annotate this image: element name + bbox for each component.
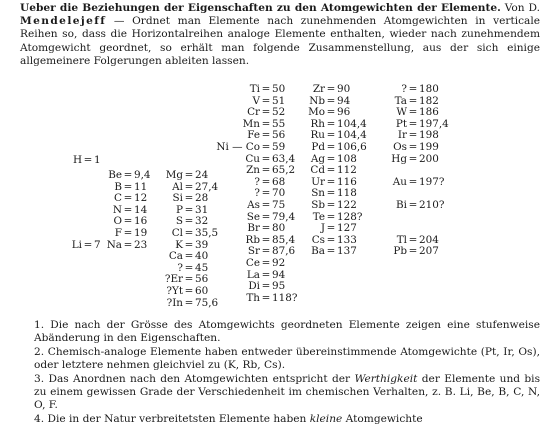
equals-sign: = <box>408 94 418 107</box>
equals-sign: = <box>261 94 271 107</box>
equals-sign: = <box>326 233 336 246</box>
element-entry <box>212 293 306 305</box>
atomic-weight: 128? <box>337 210 363 223</box>
equals-sign: = <box>123 238 133 251</box>
element-symbol: P <box>176 203 183 216</box>
atomic-weight: 116 <box>337 175 357 188</box>
atomic-weight: 75 <box>272 198 286 211</box>
atomic-weight: 95 <box>272 280 286 293</box>
atomic-weight: 79,4 <box>272 210 296 223</box>
element-entry <box>303 223 377 235</box>
atomic-weight: 40 <box>195 250 209 263</box>
table-column-5 <box>303 84 377 258</box>
element-symbol: Cs <box>311 233 325 246</box>
table-column-h <box>60 155 134 167</box>
atomic-weight: 75,6 <box>195 296 219 309</box>
atomic-weight: 118 <box>337 187 357 200</box>
element-symbol: Th <box>246 291 260 304</box>
atomic-weight: 197? <box>419 175 445 188</box>
equals-sign: = <box>184 284 194 297</box>
element-symbol: Te <box>312 210 325 223</box>
element-symbol: Se <box>246 210 260 223</box>
equals-sign: = <box>261 222 271 235</box>
equals-sign: = <box>326 198 336 211</box>
atomic-weight: 14 <box>134 203 148 216</box>
equals-sign: = <box>184 250 194 263</box>
atomic-weight: 65,2 <box>272 164 296 177</box>
equals-sign: = <box>184 261 194 274</box>
element-symbol: Os <box>393 140 407 153</box>
atomic-weight: 52 <box>272 106 286 119</box>
atomic-weight: 104,4 <box>337 129 367 142</box>
atomic-weight: 198 <box>419 129 439 142</box>
element-symbol: ?Er <box>164 273 183 286</box>
equals-sign: = <box>408 140 418 153</box>
element-symbol: W <box>396 106 407 119</box>
equals-sign: = <box>261 83 271 95</box>
element-symbol: Mg <box>165 169 183 181</box>
atomic-weight: 122 <box>337 198 357 211</box>
element-symbol: Ru <box>310 129 325 142</box>
element-symbol: Cr <box>247 106 260 119</box>
element-entry <box>212 223 306 235</box>
equals-sign: = <box>261 256 271 269</box>
equals-sign: = <box>326 117 336 130</box>
element-symbol: H <box>72 154 82 166</box>
equals-sign: = <box>326 187 336 200</box>
equals-sign: = <box>261 140 271 153</box>
element-symbol: Ur <box>311 175 325 188</box>
equals-sign: = <box>184 296 194 309</box>
element-symbol: As <box>247 198 260 211</box>
equals-sign: = <box>184 226 194 239</box>
atomic-weight: 31 <box>195 203 209 216</box>
element-symbol: Cu <box>245 152 260 165</box>
element-entry <box>385 177 459 189</box>
atomic-weight: 24 <box>195 169 209 181</box>
element-symbol: J <box>320 222 325 235</box>
element-symbol: Ca <box>168 250 183 263</box>
equals-sign: = <box>326 245 336 258</box>
intro-paragraph <box>20 2 540 68</box>
element-entry <box>385 154 459 166</box>
conclusion-item: 3. Das Anordnen nach den Atomgewichten entspricht der Werthigkeit der Elemente und bis zu einem gewissen Grade der Verschiedenheit im chemischen Verhalten, z. B. Li, Be, B, C, N, O, F. <box>34 373 541 411</box>
equals-sign: = <box>261 152 271 165</box>
element-entry <box>385 165 459 177</box>
element-entry <box>385 200 459 212</box>
element-symbol: O <box>113 215 122 228</box>
equals-sign: = <box>261 175 271 188</box>
element-entry <box>212 258 306 270</box>
element-symbol: Mo <box>308 106 325 119</box>
element-symbol: Li <box>71 239 82 251</box>
equals-sign: = <box>261 210 271 223</box>
atomic-weight: 56 <box>195 273 209 286</box>
atomic-weight: 63,4 <box>272 152 296 165</box>
atomic-weight: 9,4 <box>134 169 151 181</box>
atomic-weight: 106,6 <box>337 140 367 153</box>
element-symbol: K <box>175 238 183 251</box>
equals-sign: = <box>261 106 271 119</box>
element-symbol: Al <box>172 180 183 193</box>
element-symbol: Sb <box>311 198 325 211</box>
element-entry <box>385 84 459 96</box>
conclusion-item: 1. Die nach der Grösse des Atomgewichts geordneten Elemente zeigen eine stufenweise Abänderung in den Eigenschaften. <box>34 319 540 344</box>
atomic-weight: 32 <box>195 215 209 228</box>
equals-sign: = <box>123 169 133 181</box>
element-entry <box>303 84 377 96</box>
element-symbol: Ti <box>249 83 260 95</box>
conclusion-item: 4. Die in der Natur verbreitetsten Elemente haben kleine Atomgewichte <box>34 413 423 425</box>
element-symbol: Ag <box>310 152 325 165</box>
equals-sign: = <box>408 175 418 188</box>
element-symbol: Pd <box>311 140 325 153</box>
equals-sign: = <box>261 233 271 246</box>
equals-sign: = <box>83 154 93 166</box>
equals-sign: = <box>261 117 271 130</box>
element-entry <box>212 281 306 293</box>
atomic-weight: 87,6 <box>272 245 296 258</box>
equals-sign: = <box>408 245 418 258</box>
equals-sign: = <box>261 280 271 293</box>
element-entry <box>212 200 306 212</box>
element-entry <box>212 142 306 154</box>
equals-sign: = <box>261 291 271 304</box>
element-symbol: ?Yt <box>166 284 183 297</box>
atomic-weight: 127 <box>337 222 357 235</box>
equals-sign: = <box>184 203 194 216</box>
equals-sign: = <box>261 129 271 142</box>
element-entry <box>303 142 377 154</box>
equals-sign: = <box>184 180 194 193</box>
element-symbol: ? <box>401 83 407 95</box>
atomic-weight: 85,4 <box>272 233 296 246</box>
equals-sign: = <box>408 152 418 165</box>
element-symbol: ? <box>254 175 260 188</box>
atomic-weight: 11 <box>134 180 148 193</box>
element-symbol: Si <box>172 192 183 205</box>
atomic-weight: 51 <box>272 94 286 107</box>
equals-sign: = <box>326 94 336 107</box>
atomic-weight: 59 <box>272 140 286 153</box>
element-entry <box>60 155 134 167</box>
element-symbol: F <box>114 226 122 239</box>
atomic-weight: 16 <box>134 215 148 228</box>
atomic-weight: 60 <box>195 284 209 297</box>
element-symbol: Sr <box>247 245 260 258</box>
element-symbol: Sn <box>311 187 325 200</box>
element-symbol: Tl <box>396 233 407 246</box>
equals-sign: = <box>408 129 418 142</box>
equals-sign: = <box>408 83 418 95</box>
element-symbol: Zn <box>246 164 260 177</box>
equals-sign: = <box>326 129 336 142</box>
element-entry <box>385 212 459 224</box>
element-entry <box>303 165 377 177</box>
element-symbol: Bi <box>396 198 407 211</box>
equals-sign: = <box>326 210 336 223</box>
equals-sign: = <box>326 140 336 153</box>
conclusion-item: 2. Chemisch-analoge Elemente haben entweder übereinstimmende Atomgewichte (Pt, Ir, Os), oder letztere nehmen gleichviel zu (K, Rb, Cs). <box>34 346 540 371</box>
atomic-weight: 23 <box>134 238 148 251</box>
element-symbol: ? <box>177 261 183 274</box>
element-symbol: Ba <box>311 245 325 258</box>
atomic-weight: 207 <box>419 245 439 258</box>
element-symbol: La <box>246 268 260 281</box>
atomic-weight: 7 <box>94 239 101 251</box>
element-symbol: Nb <box>309 94 325 107</box>
equals-sign: = <box>261 187 271 200</box>
equals-sign: = <box>184 169 194 181</box>
element-entry <box>385 223 459 235</box>
equals-sign: = <box>261 268 271 281</box>
element-symbol: Pt <box>395 117 407 130</box>
equals-sign: = <box>123 226 133 239</box>
element-symbol: Ni — Co <box>216 140 260 153</box>
equals-sign: = <box>123 180 133 193</box>
equals-sign: = <box>326 164 336 177</box>
atomic-weight: 92 <box>272 256 286 269</box>
equals-sign: = <box>326 175 336 188</box>
element-symbol: Mn <box>242 117 260 130</box>
atomic-weight: 39 <box>195 238 209 251</box>
atomic-weight: 45 <box>195 261 209 274</box>
atomic-weight: 182 <box>419 94 439 107</box>
atomic-weight: 186 <box>419 106 439 119</box>
atomic-weight: 200 <box>419 152 439 165</box>
table-column-6 <box>385 84 459 258</box>
equals-sign: = <box>326 152 336 165</box>
element-symbol: Zr <box>312 83 325 95</box>
atomic-weight: 180 <box>419 83 439 95</box>
element-symbol: B <box>114 180 122 193</box>
atomic-weight: 70 <box>272 187 286 200</box>
element-symbol: Ir <box>397 129 407 142</box>
element-symbol: Di <box>248 280 260 293</box>
element-entry <box>212 84 306 96</box>
element-symbol: S <box>175 215 183 228</box>
atomic-weight: 35,5 <box>195 226 219 239</box>
atomic-weight: 90 <box>337 83 351 95</box>
atomic-weight: 199 <box>419 140 439 153</box>
atomic-weight: 94 <box>337 94 351 107</box>
atomic-weight: 118? <box>272 291 298 304</box>
element-symbol: Ta <box>394 94 407 107</box>
element-symbol: Be <box>108 169 122 181</box>
atomic-weight: 204 <box>419 233 439 246</box>
atomic-weight: 210? <box>419 198 445 211</box>
atomic-weight: 96 <box>337 106 351 119</box>
element-symbol: ? <box>254 187 260 200</box>
equals-sign: = <box>408 198 418 211</box>
element-symbol: Br <box>247 222 260 235</box>
atomic-weight: 94 <box>272 268 286 281</box>
element-symbol: Cd <box>310 164 325 177</box>
element-symbol: Ce <box>245 256 260 269</box>
atomic-weight: 137 <box>337 245 357 258</box>
element-entry <box>385 246 459 258</box>
equals-sign: = <box>326 83 336 95</box>
equals-sign: = <box>261 245 271 258</box>
atomic-weight: 68 <box>272 175 286 188</box>
atomic-weight: 1 <box>94 154 101 166</box>
element-symbol: Hg <box>391 152 407 165</box>
element-symbol: Fe <box>247 129 260 142</box>
atomic-weight: 28 <box>195 192 209 205</box>
element-symbol: Au <box>392 175 407 188</box>
element-entry <box>303 200 377 212</box>
atomic-weight: 56 <box>272 129 286 142</box>
author-name: Mendelejeff <box>20 15 107 28</box>
table-column-4 <box>212 84 306 304</box>
equals-sign: = <box>261 164 271 177</box>
atomic-weight: 50 <box>272 83 286 95</box>
equals-sign: = <box>123 215 133 228</box>
equals-sign: = <box>83 239 93 251</box>
element-symbol: Cl <box>171 226 183 239</box>
atomic-weight: 104,4 <box>337 117 367 130</box>
atomic-weight: 27,4 <box>195 180 219 193</box>
atomic-weight: 112 <box>337 164 357 177</box>
intro-body: — Ordnet man Elemente nach zunehmenden Atomgewichten in verticale Reihen so, dass die Horizontalreihen analoge Elemente enthalten, wieder nach zunehmendem Atomgewicht geordnet, so erhält man folgende Zusammenstellung, aus der sich einige allgemeinere Folgerungen ableiten lassen. <box>20 15 540 67</box>
element-entry <box>212 165 306 177</box>
element-symbol: V <box>252 94 260 107</box>
atomic-weight: 133 <box>337 233 357 246</box>
element-symbol: Rb <box>245 233 260 246</box>
equals-sign: = <box>326 106 336 119</box>
equals-sign: = <box>184 215 194 228</box>
equals-sign: = <box>408 117 418 130</box>
equals-sign: = <box>408 106 418 119</box>
atomic-weight: 108 <box>337 152 357 165</box>
equals-sign: = <box>123 203 133 216</box>
conclusions-list <box>20 319 540 427</box>
equals-sign: = <box>184 273 194 286</box>
atomic-weight: 80 <box>272 222 286 235</box>
element-entry <box>303 246 377 258</box>
equals-sign: = <box>326 222 336 235</box>
element-symbol: N <box>112 203 122 216</box>
element-entry <box>385 142 459 154</box>
atomic-weight: 55 <box>272 117 286 130</box>
equals-sign: = <box>184 238 194 251</box>
atomic-weight: 197,4 <box>419 117 449 130</box>
article-heading: Ueber die Beziehungen der Eigenschaften zu den Atomgewichten der Elemente. <box>20 2 501 14</box>
atomic-weight: 12 <box>134 192 148 205</box>
equals-sign: = <box>184 192 194 205</box>
atomic-weight: 19 <box>134 226 148 239</box>
element-symbol: Pb <box>393 245 407 258</box>
element-symbol: Rh <box>310 117 325 130</box>
equals-sign: = <box>261 198 271 211</box>
element-symbol: C <box>114 192 122 205</box>
element-symbol: Na <box>106 238 122 251</box>
author-prefix: Von D. <box>504 2 540 14</box>
equals-sign: = <box>408 233 418 246</box>
equals-sign: = <box>123 192 133 205</box>
element-symbol: ?In <box>166 296 183 309</box>
